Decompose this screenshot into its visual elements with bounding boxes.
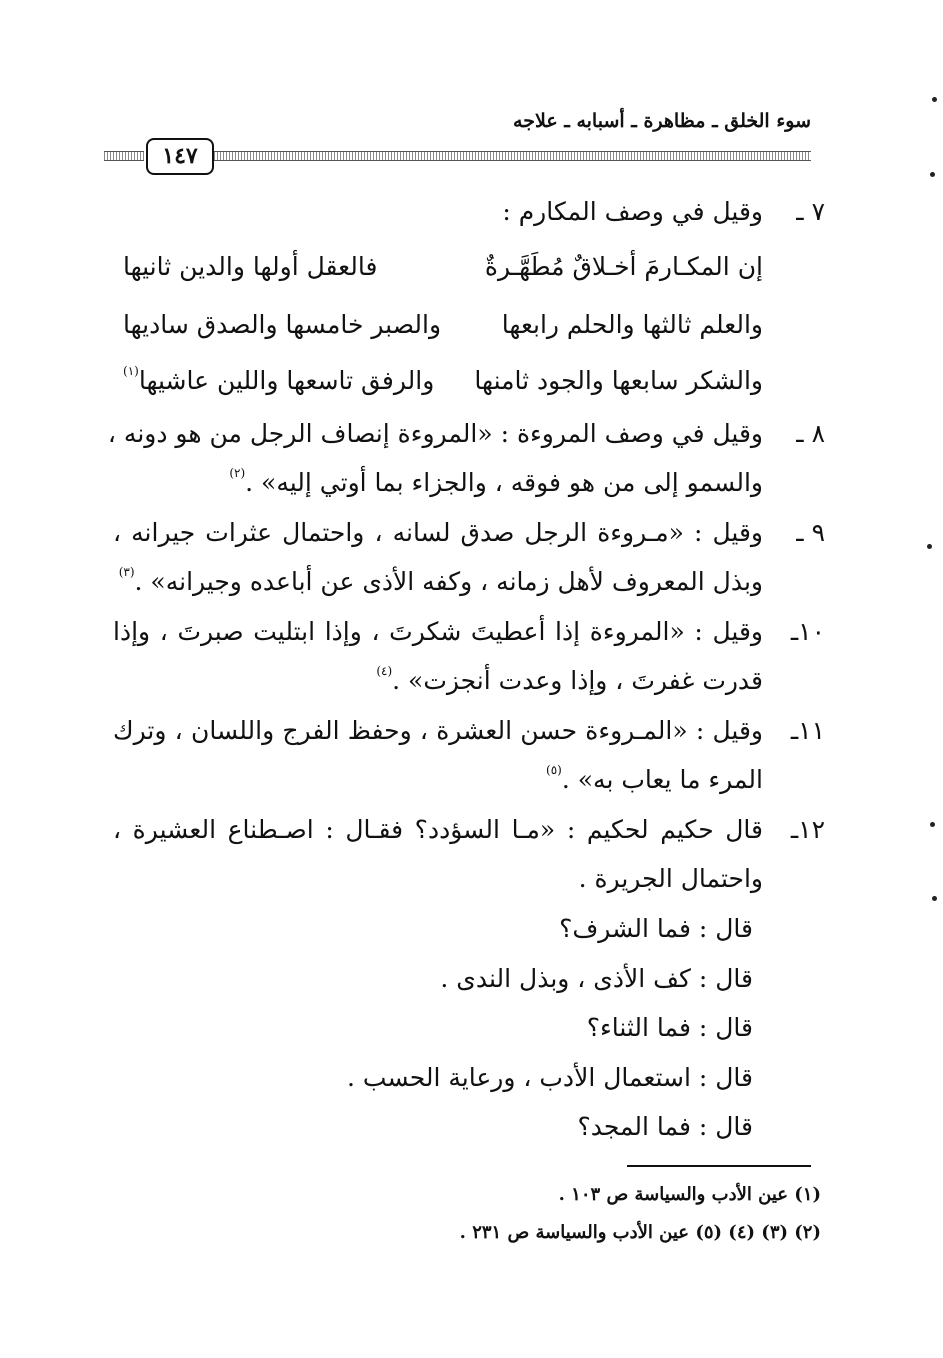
item-number: ١٠ـ <box>790 617 825 646</box>
item-text: وقيل في وصف المروءة : «المروءة إنصاف الرجل من هو دونه ، <box>107 419 763 448</box>
item-7 <box>125 192 825 232</box>
item-8-cont <box>229 463 763 503</box>
item-number: ٧ ـ <box>796 197 825 226</box>
item-number: ١١ـ <box>790 716 825 745</box>
dialog-line: قال : فما الشرف؟ <box>559 914 753 943</box>
footnote-ref: (٣) <box>118 565 135 579</box>
page-number: ١٤٧ <box>146 138 214 175</box>
dialog-line: قال : كف الأذى ، وبذل الندى . <box>440 964 753 993</box>
dialog-line: قال : فما المجد؟ <box>577 1112 753 1141</box>
item-number: ١٢ـ <box>790 815 825 844</box>
item-12-cont <box>579 859 763 899</box>
item-text: وقيل : «المروءة إذا أعطيتَ شكرتَ ، وإذا ابتليت صبرتَ ، وإذا <box>113 617 763 646</box>
footnote-ref: (٢) <box>229 466 246 480</box>
item-11-cont <box>546 760 763 800</box>
header-rule-left <box>104 151 144 161</box>
scan-speck <box>930 172 935 177</box>
item-text: المرء ما يعاب به» . <box>561 765 763 794</box>
item-10 <box>113 612 825 652</box>
running-title: سوء الخلق ـ مظاهرة ـ أسبابه ـ علاجه <box>513 110 811 132</box>
item-text: والسمو إلى من هو فوقه ، والجزاء بما أوتي إليه» . <box>245 468 763 497</box>
poem-hemistich-second: والرفق تاسعها واللين عاشيها <box>138 366 435 395</box>
item-text: وقيل : «المـروءة حسن العشرة ، وحفظ الفرج واللسان ، وترك <box>113 716 763 745</box>
item-text: وقيل : «مـروءة الرجل صدق لسانه ، واحتمال عثرات جيرانه ، <box>113 518 763 547</box>
dialog-line: قال : استعمال الأدب ، ورعاية الحسب . <box>347 1063 753 1092</box>
footnote: (١) عين الأدب والسياسة ص ١٠٣ . <box>558 1184 821 1205</box>
poem-hemistich-first: إن المكـارمَ أخـلاقٌ مُطَهَّـرةٌ <box>484 252 763 281</box>
item-10-cont <box>376 661 763 701</box>
item-9-cont <box>119 562 763 602</box>
header-rule-right <box>214 151 811 161</box>
item-text: وقيل في وصف المكارم : <box>502 197 763 226</box>
scan-speck <box>930 822 935 827</box>
footnote-separator <box>627 1165 811 1167</box>
poem-verse-1 <box>123 247 763 287</box>
item-text: قدرت غفرتَ ، وإذا وعدت أنجزت» . <box>392 666 763 695</box>
item-number: ٨ ـ <box>796 419 825 448</box>
footnote-ref: (٥) <box>546 763 562 777</box>
item-text: وبذل المعروف لأهل زمانه ، وكفه الأذى عن أباعده وجيرانه» . <box>134 567 763 596</box>
scan-speck <box>927 544 932 549</box>
poem-verse-3 <box>123 361 763 401</box>
poem-verse-2 <box>123 305 763 345</box>
scan-speck <box>932 97 937 102</box>
item-number: ٩ ـ <box>796 518 825 547</box>
item-11 <box>113 711 825 751</box>
poem-hemistich-first: والشكر سابعها والجود ثامنها <box>474 366 763 395</box>
item-text: واحتمال الجريرة . <box>578 864 763 893</box>
scan-speck <box>932 896 937 901</box>
item-8 <box>107 414 825 454</box>
poem-hemistich-second: والصبر خامسها والصدق ساديها <box>123 310 442 339</box>
footnote-ref: (٤) <box>376 664 393 678</box>
dialog-line: قال : فما الثناء؟ <box>586 1013 753 1042</box>
poem-hemistich-first: والعلم ثالثها والحلم رابعها <box>501 310 763 339</box>
item-9 <box>113 513 825 553</box>
footnote-ref: (١) <box>123 364 139 378</box>
footnote: (٢) (٣) (٤) (٥) عين الأدب والسياسة ص ٢٣١ . <box>459 1222 821 1243</box>
poem-hemistich-second: فالعقل أولها والدين ثانيها <box>123 252 378 281</box>
item-text: قال حكيم لحكيم : «مـا السؤدد؟ فقـال : اصـطناع العشيرة ، <box>113 815 763 844</box>
item-12 <box>113 810 825 850</box>
